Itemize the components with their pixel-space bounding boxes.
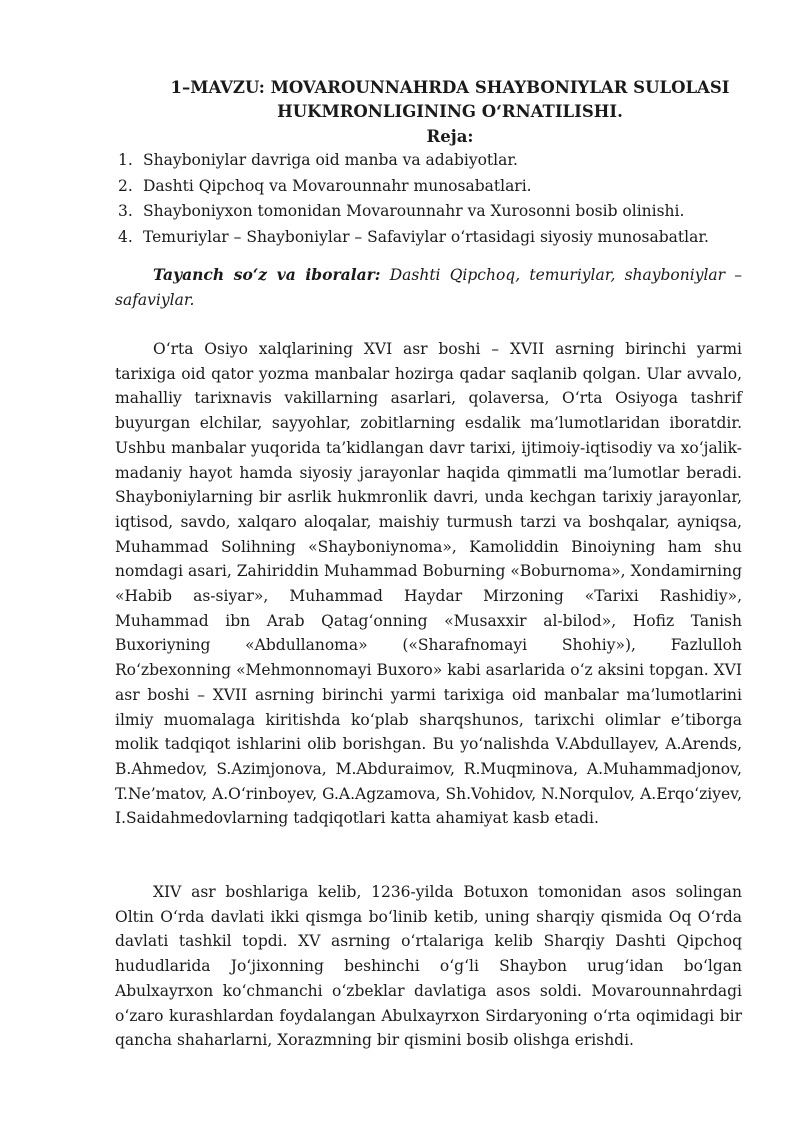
page-title-line-2: HUKMRONLIGINING O‘RNATILISHI. [277, 102, 623, 121]
plan-item-text: Dashti Qipchoq va Movarounnahr munosabatlari. [143, 176, 532, 195]
plan-item-number: 2. [118, 176, 133, 195]
plan-item-number: 3. [118, 202, 133, 220]
keywords-paragraph [115, 263, 742, 312]
plan-list [118, 148, 778, 250]
plan-item [118, 225, 778, 251]
plan-item [118, 174, 778, 200]
body-paragraph-1: O‘rta Osiyo xalqlarining XVI asr boshi – XVII asrning birinchi yarmi tarixiga oid qator yozma manbalar hozirga qadar saqlanib qolgan. Ular avvalo, mahalliy tarixnavis vakillarning asarlari, qolaversa, O‘rta Osiyoga tashrif buyurgan elchilar, sayyohlar, zobitlarning esdalik ma’lumotlaridan iboratdir. Ushbu manbalar yuqorida ta’kidlangan davr tarixi, ijtimoiy-iqtisodiy va xo‘jalik-madaniy hayot hamda siyosiy jarayonlar haqida qimmatli ma’lumotlar beradi. Shayboniylarning bir asrlik hukmronlik davri, unda kechgan tarixiy jarayonlar, iqtisod, savdo, xalqaro aloqalar, maishiy turmush tarzi va boshqalar, ayniqsa, Muhammad Solihning «Shayboniynoma», Kamoliddin Binoiyning ham shu nomdagi asari, Zahiriddin Muhammad Boburning «Boburnoma», Xondamirning «Habib as-siyar», Muhammad Haydar Mirzoning «Tarixi Rashidiy», Muhammad ibn Arab Qatag‘onning «Musaxxir al-bilod», Hofiz Tanish Buxoriyning «Abdullanoma» («Sharafnomayi Shohiy»), Fazlulloh Ro‘zbexonning «Mehmonnomayi Buxoro» kabi asarlarida o‘z aksini topgan. XVI asr boshi – XVII asrning birinchi yarmi tarixiga oid manbalar ma’lumotlarini ilmiy muomalaga kiritishda ko‘plab sharqshunos, tarixchi olimlar e’tiborga molik tadqiqot ishlarini olib borishgan. Bu yo‘nalishda V.Abdullayev, A.Arends, B.Ahmedov, S.Azimjonova, M.Abduraimov, R.Muqminova, A.Muhammadjonov, T.Ne’matov, A.O‘rinboyev, G.A.Agzamova, Sh.Vohidov, N.Norqulov, A.Erqo‘ziyev, I.Saidahmedovlarning tadqiqotlari katta ahamiyat kasb etadi. [115, 340, 742, 828]
plan-item-text: Temuriylar – Shayboniylar – Safaviylar o‘rtasidagi siyosiy munosabatlar. [143, 227, 709, 246]
plan-item-number: 4. [118, 227, 133, 246]
plan-item-text: Shayboniylar davriga oid manba va adabiyotlar. [143, 151, 518, 169]
keywords-text: Dashti Qipchoq, temuriylar, shayboniylar – safaviylar. [115, 266, 743, 309]
keywords-label: Tayanch so‘z va iboralar: [153, 265, 381, 284]
page-title-line-1: 1–MAVZU: MOVAROUNNAHRDA SHAYBONIYLAR SULOLASI [170, 78, 730, 97]
plan-item-number: 1. [118, 151, 133, 169]
plan-item [118, 148, 778, 174]
plan-item [118, 199, 778, 225]
plan-item-text: Shayboniyxon tomonidan Movarounnahr va Xurosonni bosib olinishi. [143, 202, 685, 220]
body-paragraph-2: XIV asr boshlariga kelib, 1236-yilda Botuxon tomonidan asos solingan Oltin O‘rda davlati ikki qismga bo‘linib ketib, uning sharqiy qismida Oq O‘rda davlati tashkil topdi. XV asrning o‘rtalariga kelib Sharqiy Dashti Qipchoq hududlarida Jo‘jixonning beshinchi o‘g‘li Shaybon urug‘idan bo‘lgan Abulxayrxon ko‘chmanchi o‘zbeklar davlatiga asos soldi. Movarounnahrdagi o‘zaro kurashlardan foydalangan Abulxayrxon Sirdaryoning o‘rta oqimidagi bir qancha shaharlarni, Xorazmning bir qismini bosib olishga erishdi. [115, 883, 742, 1050]
plan-heading: Reja: [426, 127, 474, 146]
